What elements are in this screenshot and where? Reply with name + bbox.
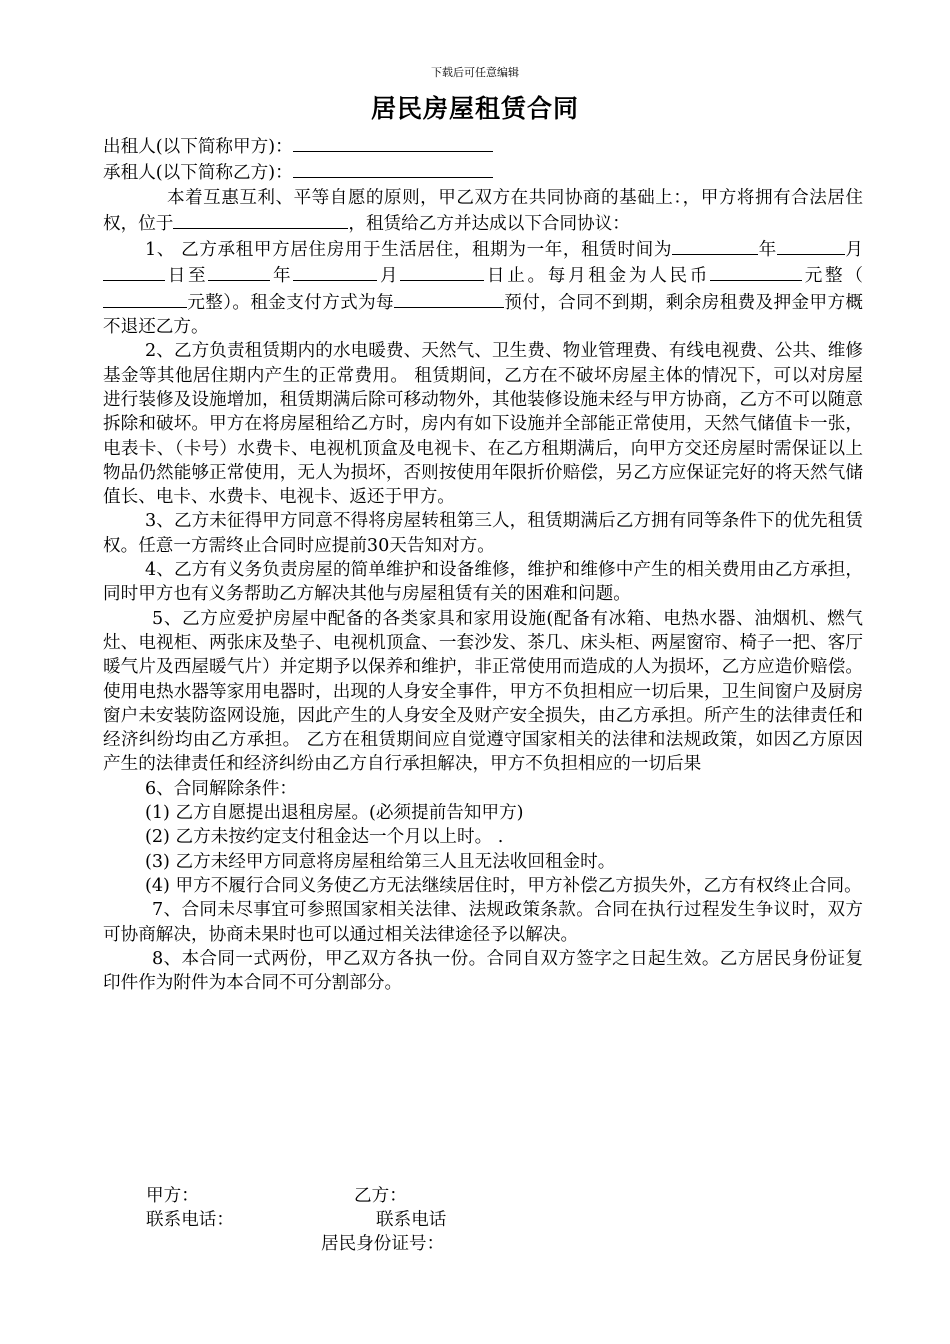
party-a-signature-label: 甲方：: [146, 1186, 199, 1206]
month-label: 月: [377, 266, 401, 287]
id-number-label: 居民身份证号：: [321, 1234, 445, 1254]
blank[interactable]: [777, 236, 845, 255]
address-blank[interactable]: [173, 210, 348, 229]
blank[interactable]: [400, 262, 484, 281]
payment-text: 元整）。租金支付方式为每: [187, 292, 394, 313]
clause-1-text: 1、 乙方承租甲方居住房用于生活居住，租期为一年，租赁时间为: [145, 240, 673, 261]
blank[interactable]: [736, 236, 758, 255]
party-a-phone-label: 联系电话：: [146, 1210, 234, 1230]
clause-6-heading: 6、合同解除条件：: [145, 778, 297, 799]
yuan-label: 元整（: [802, 266, 863, 287]
intro-text-a: 本着互惠互利、平等自愿的原则，甲乙双方在共同协商的基础上：，甲方将拥有合法居住权，位于: [103, 187, 863, 234]
clause-6-item-1: (1) 乙方自愿提出退租房屋。(必须提前告知甲方): [145, 803, 524, 824]
clause-6-item-3: (3) 乙方未经甲方同意将房屋租给第三人且无法收回租金时。: [145, 851, 616, 872]
clause-4: 4、乙方有义务负责房屋的简单维护和设备维修，维护和维修中产生的相关费用由乙方承担，同时甲方也有义务帮助乙方解决其他与房屋租赁有关的困难和问题。: [103, 560, 863, 605]
contract-body: [103, 133, 863, 995]
clause-5: 5、乙方应爱护房屋中配备的各类家具和家用设施(配备有冰箱、电热水器、油烟机、燃气灶、电视柜、两张床及垫子、电视机顶盒、一套沙发、茶几、床头柜、两屋窗帘、椅子一把、客厅暖气片及西屋暖气片）并定期予以保养和维护，非正常使用而造成的人为损坏，乙方应造价赔偿。使用电热水器等家用电器时，出现的人身安全事件，甲方不负担相应一切后果，卫生间窗户及厨房窗户未安装防盗网设施，因此产生的人身安全及财产安全损失，由乙方承担。所产生的法律责任和经济纠纷均由乙方承担。 乙方在租赁期间应自觉遵守国家相关的法律和法规政策，如因乙方原因产生的法律责任和经济纠纷由乙方自行承担解决，甲方不负担相应的一切后果: [103, 608, 863, 775]
blank[interactable]: [103, 262, 165, 281]
rent-words-blank[interactable]: [103, 289, 187, 308]
day-label: 日至: [165, 266, 209, 287]
lessee-line: [103, 159, 863, 185]
clause-6-item-4: (4) 甲方不履行合同义务使乙方无法继续居住时，甲方补偿乙方损失外，乙方有权终止合同。: [145, 875, 862, 896]
lessor-label: 出租人(以下简称甲方)：: [103, 137, 293, 157]
intro-paragraph: [103, 186, 863, 237]
rent-text: 日止。每月租金为人民币: [484, 266, 711, 287]
party-b-signature-label: 乙方：: [354, 1186, 407, 1206]
clause-8: 8、本合同一式两份，甲乙双方各执一份。合同自双方签字之日起生效。乙方居民身份证复印件作为附件为本合同不可分割部分。: [103, 948, 863, 994]
lessee-blank[interactable]: [293, 159, 493, 178]
clause-7: 7、合同未尽事宜可参照国家相关法律、法规政策条款。合同在执行过程发生争议时，双方可协商解决，协商未果时也可以通过相关法律途径予以解决。: [103, 900, 863, 945]
blank[interactable]: [672, 236, 736, 255]
year-label: 年: [758, 240, 777, 261]
clause-6-item-2: (2) 乙方未按约定支付租金达一个月以上时。 .: [145, 827, 504, 848]
clause-1-tail: 预付，合同不到期，剩余房租费及押金甲方概不退还乙方。: [103, 292, 863, 338]
payment-blank[interactable]: [394, 289, 504, 308]
year-label: 年: [270, 266, 294, 287]
party-b-phone-label: 联系电话: [376, 1210, 447, 1230]
clause-1: [103, 236, 863, 339]
clause-2: 2、乙方负责租赁期内的水电暖费、天然气、卫生费、物业管理费、有线电视费、公共、维修基金等其他居住期内产生的正常费用。 租赁期间，乙方在不破坏房屋主体的情况下，可以对房屋进行装修及设施增加，租赁期满后除可移动物外，其他装修设施未经与甲方协商，乙方不可以随意拆除和破坏。甲方在将房屋租给乙方时，房内有如下设施并全部能正常使用，天然气储值卡一张，电表卡、（卡号）水费卡、电视机顶盒及电视卡、在乙方租期满后，向甲方交还房屋时需保证以上物品仍然能够正常使用，无人为损坏，否则按使用年限折价赔偿，另乙方应保证完好的将天然气储值长、电卡、水费卡、电视卡、返还于甲方。: [103, 341, 863, 508]
lessor-blank[interactable]: [293, 133, 493, 152]
rent-blank[interactable]: [710, 262, 802, 281]
lessee-label: 承租人(以下简称乙方)：: [103, 163, 293, 184]
document-title: 居民房屋租赁合同: [370, 94, 579, 123]
month-label: 月: [844, 240, 863, 261]
blank[interactable]: [208, 262, 270, 281]
clause-3: 3、乙方未征得甲方同意不得将房屋转租第三人，租赁期满后乙方拥有同等条件下的优先租赁权。任意一方需终止合同时应提前30天告知对方。: [103, 511, 863, 556]
blank[interactable]: [293, 262, 377, 281]
lessor-line: [103, 133, 863, 159]
header-note: 下载后可任意编辑: [431, 66, 519, 79]
intro-text-b: ，租赁给乙方并达成以下合同协议：: [348, 213, 630, 234]
